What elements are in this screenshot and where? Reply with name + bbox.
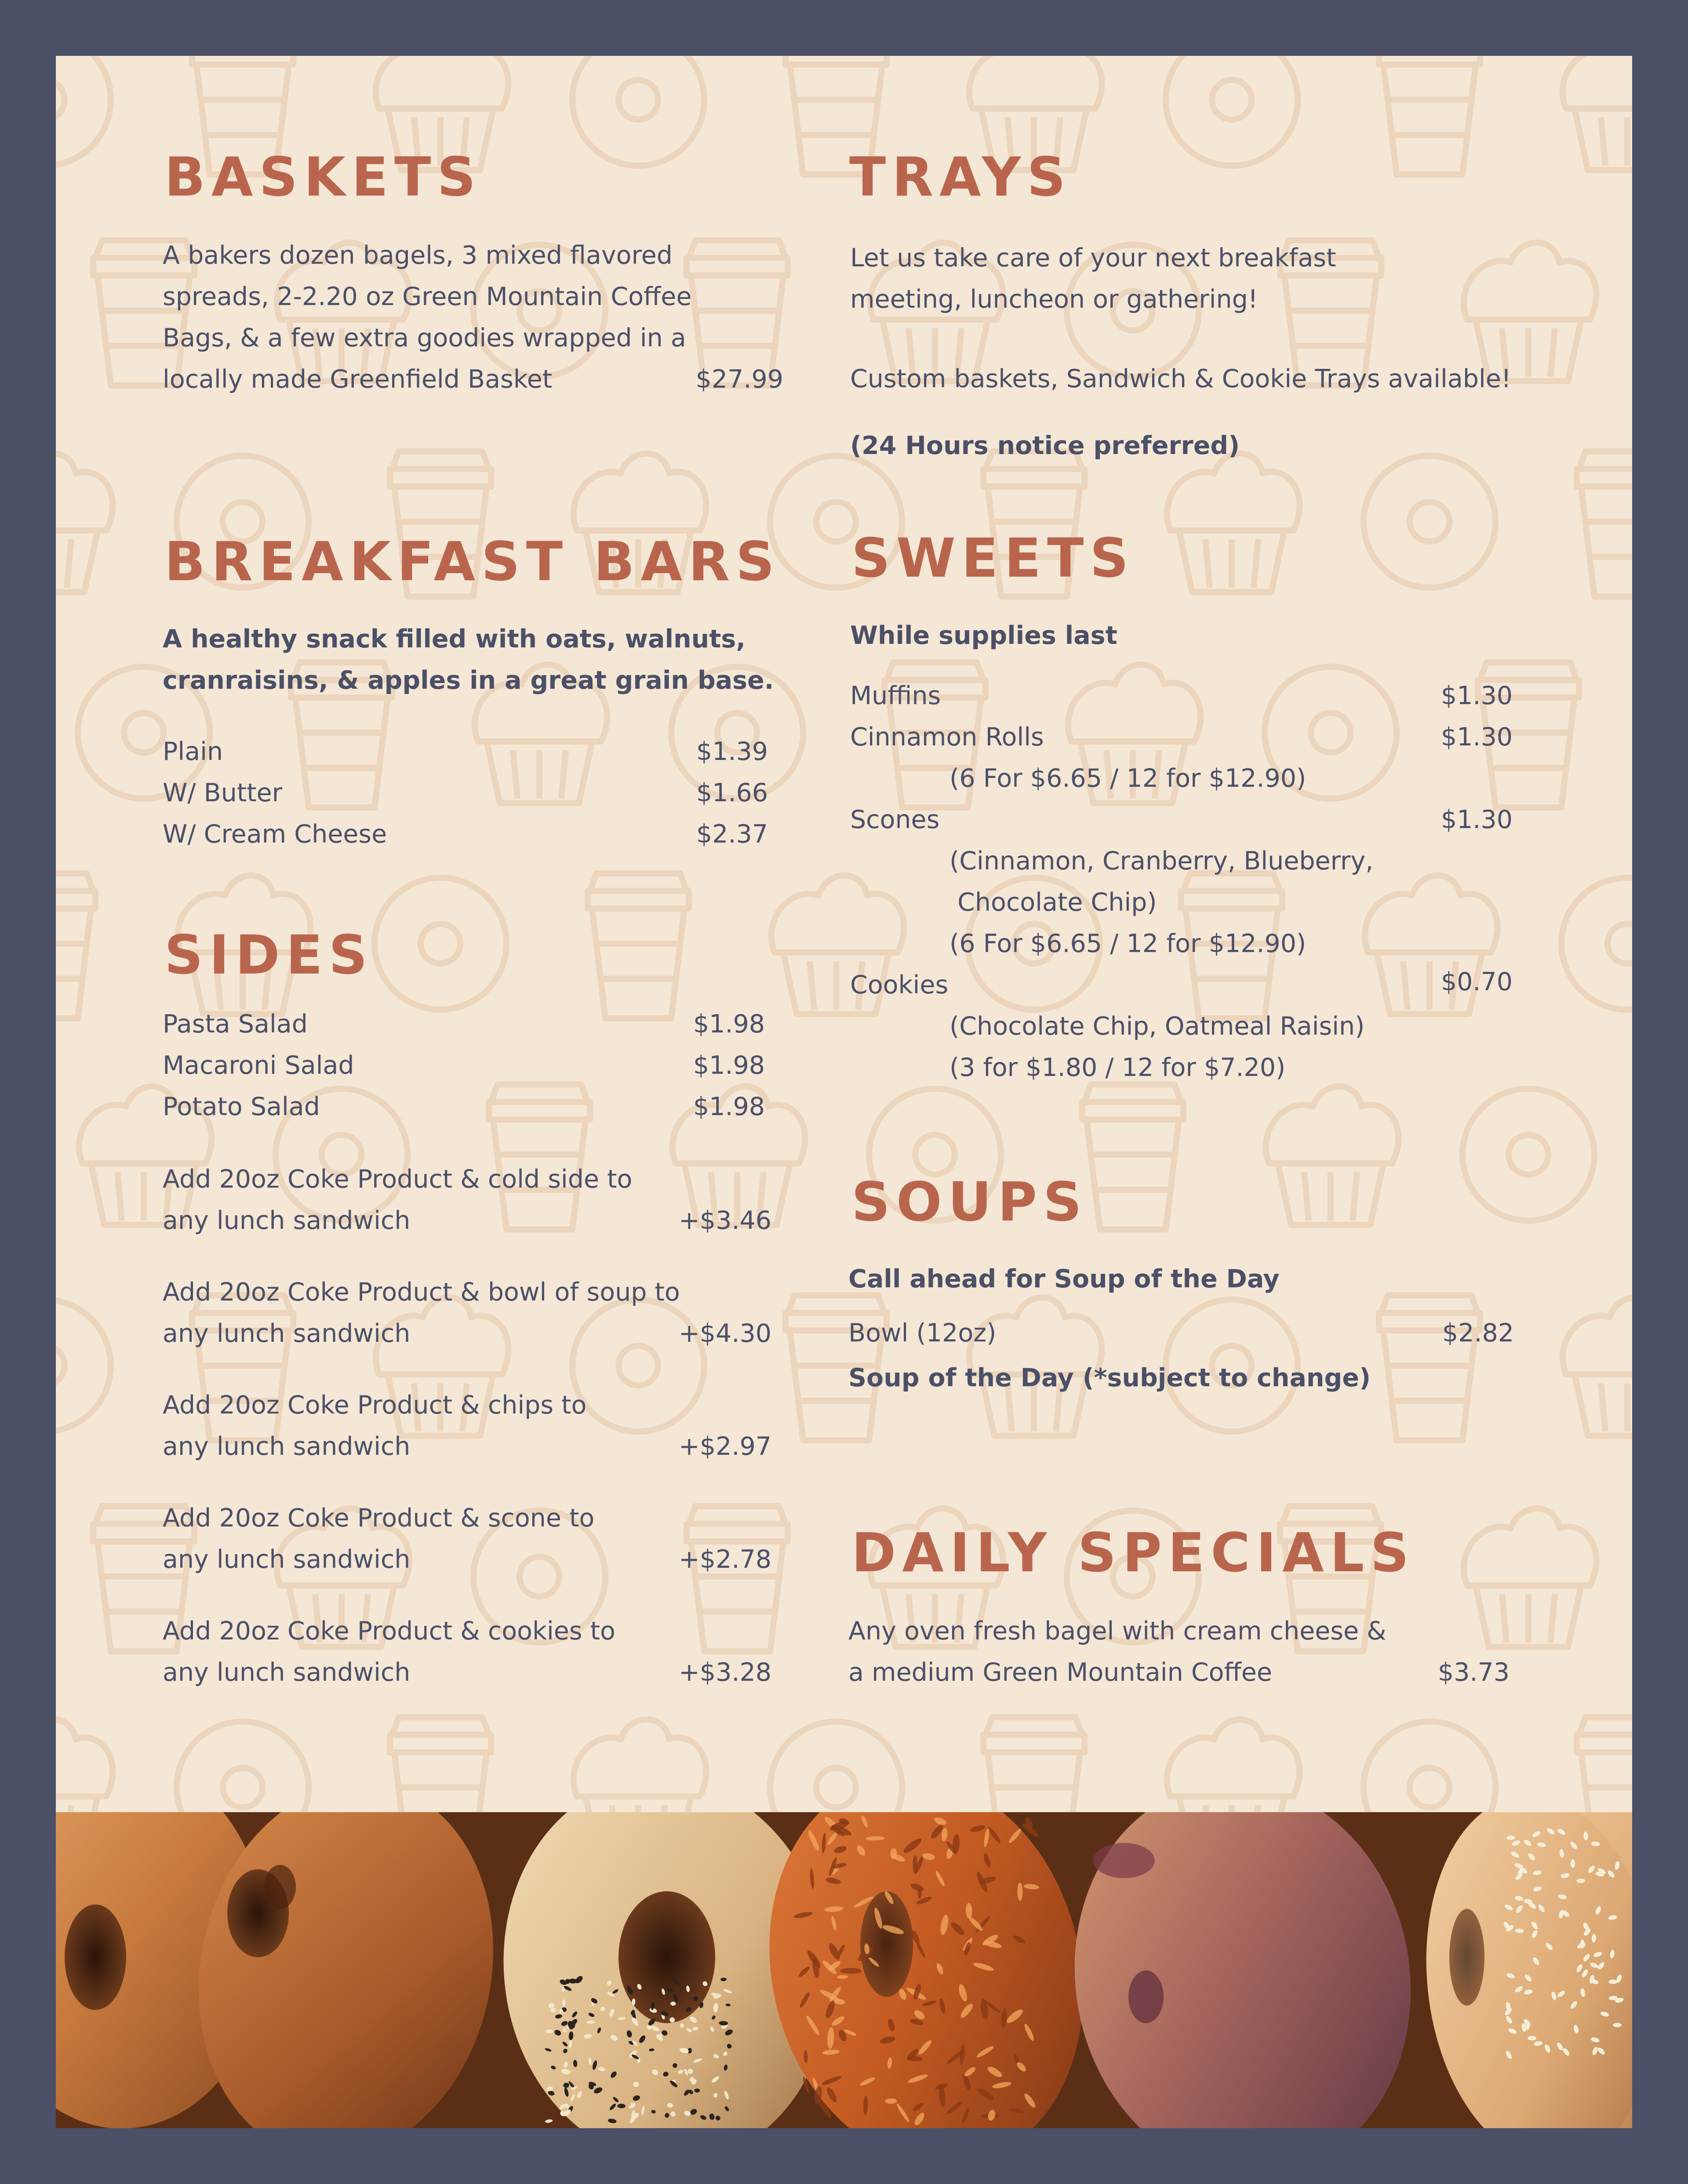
soup-bowl-name: Bowl (12oz) bbox=[848, 1319, 997, 1348]
trays-intro-2: meeting, luncheon or gathering! bbox=[850, 285, 1258, 314]
sweet-item-detail: (3 for $1.80 / 12 for $7.20) bbox=[950, 1053, 1286, 1082]
bagel-icon bbox=[1364, 456, 1495, 588]
sweet-item-name: Scones bbox=[850, 805, 940, 834]
sweet-item-price: $1.30 bbox=[1441, 805, 1513, 834]
breakfast-bar-item-name: Plain bbox=[163, 737, 223, 766]
addon-line-1: Add 20oz Coke Product & scone to bbox=[163, 1504, 595, 1533]
addon-price: +$4.30 bbox=[679, 1319, 771, 1348]
soup-bowl-price: $2.82 bbox=[1442, 1319, 1514, 1348]
breakfast-bar-item-name: W/ Cream Cheese bbox=[163, 820, 387, 849]
soups-footnote: Soup of the Day (*subject to change) bbox=[848, 1363, 1371, 1392]
bagel-icon bbox=[1462, 1089, 1594, 1221]
breakfast-bars-description-2: cranraisins, & apples in a great grain base. bbox=[163, 666, 774, 695]
sweet-item-price: $1.30 bbox=[1441, 681, 1513, 710]
muffin-icon bbox=[56, 1719, 113, 1812]
bagel-icon bbox=[56, 1300, 111, 1432]
trays-intro-1: Let us take care of your next breakfast bbox=[850, 243, 1336, 273]
addon-line-1: Add 20oz Coke Product & chips to bbox=[163, 1391, 587, 1420]
addon-price: +$2.78 bbox=[679, 1545, 771, 1574]
sweet-item-detail: (Chocolate Chip, Oatmeal Raisin) bbox=[950, 1012, 1365, 1041]
muffin-icon bbox=[1464, 1508, 1597, 1647]
soups-heading: SOUPS bbox=[851, 1171, 1088, 1233]
bagel-icon bbox=[1561, 878, 1632, 1010]
sweet-item-name: Cinnamon Rolls bbox=[850, 723, 1044, 752]
bagel-icon bbox=[56, 56, 111, 166]
side-item-price: $1.98 bbox=[693, 1051, 765, 1080]
sweet-item-price: $1.30 bbox=[1441, 723, 1513, 752]
sweet-item-name: Muffins bbox=[850, 681, 941, 710]
baskets-description-2: spreads, 2-2.20 oz Green Mountain Coffee bbox=[163, 282, 692, 311]
baskets-description-3: Bags, & a few extra goodies wrapped in a bbox=[163, 323, 686, 352]
trays-custom: Custom baskets, Sandwich & Cookie Trays available! bbox=[850, 364, 1511, 393]
coffee-cup-icon bbox=[1082, 1084, 1183, 1229]
breakfast-bar-item-price: $1.66 bbox=[696, 778, 768, 807]
trays-heading: TRAYS bbox=[849, 146, 1072, 208]
coffee-cup-icon bbox=[390, 1717, 491, 1812]
breakfast-bars-heading: BREAKFAST BARS bbox=[164, 531, 781, 593]
sweet-item-detail: (6 For $6.65 / 12 for $12.90) bbox=[950, 764, 1306, 793]
addon-line-2: any lunch sandwich bbox=[163, 1658, 411, 1687]
coffee-cup-icon bbox=[1577, 1717, 1632, 1812]
coffee-cup-icon bbox=[489, 1084, 590, 1229]
muffin-icon bbox=[1563, 1297, 1632, 1436]
sweets-note: While supplies last bbox=[850, 621, 1117, 650]
coffee-cup-icon bbox=[983, 1717, 1084, 1812]
coffee-cup-icon bbox=[1379, 56, 1480, 174]
sweets-heading: SWEETS bbox=[851, 527, 1135, 589]
coffee-cup-icon bbox=[588, 873, 689, 1018]
side-item-price: $1.98 bbox=[693, 1092, 765, 1121]
seed bbox=[586, 2020, 595, 2024]
bagel-icon bbox=[572, 56, 704, 166]
addon-line-1: Add 20oz Coke Product & cold side to bbox=[163, 1165, 633, 1194]
addon-line-2: any lunch sandwich bbox=[163, 1545, 411, 1574]
sesame-seed bbox=[1528, 2036, 1536, 2040]
soups-note: Call ahead for Soup of the Day bbox=[848, 1265, 1280, 1294]
addon-line-1: Add 20oz Coke Product & cookies to bbox=[163, 1617, 615, 1646]
muffin-icon bbox=[1563, 56, 1632, 170]
addon-line-2: any lunch sandwich bbox=[163, 1206, 411, 1235]
daily-specials-description-2: a medium Green Mountain Coffee bbox=[848, 1658, 1272, 1687]
side-item-name: Pasta Salad bbox=[163, 1010, 308, 1039]
coffee-cup-icon bbox=[1577, 451, 1632, 596]
baskets-price: $27.99 bbox=[695, 365, 783, 394]
breakfast-bars-description-1: A healthy snack filled with oats, walnuts, bbox=[163, 625, 746, 654]
daily-specials-price: $3.73 bbox=[1437, 1658, 1510, 1687]
sweet-item-price: $0.70 bbox=[1441, 967, 1513, 996]
sweet-item-name: Cookies bbox=[850, 970, 949, 999]
addon-price: +$3.46 bbox=[679, 1206, 771, 1235]
addon-line-2: any lunch sandwich bbox=[163, 1432, 411, 1461]
baskets-description-1: A bakers dozen bagels, 3 mixed flavored bbox=[163, 241, 673, 270]
side-item-name: Potato Salad bbox=[163, 1092, 320, 1121]
addon-price: +$3.28 bbox=[679, 1658, 771, 1687]
breakfast-bar-item-price: $1.39 bbox=[696, 737, 768, 766]
daily-specials-heading: DAILY SPECIALS bbox=[851, 1522, 1415, 1584]
muffin-icon bbox=[56, 454, 113, 592]
addon-line-1: Add 20oz Coke Product & bowl of soup to bbox=[163, 1278, 680, 1307]
baskets-heading: BASKETS bbox=[164, 146, 482, 208]
trays-notice: (24 Hours notice preferred) bbox=[850, 431, 1240, 460]
sweet-item-detail: (Cinnamon, Cranberry, Blueberry, bbox=[950, 847, 1374, 876]
bagel-photo bbox=[56, 1812, 1632, 2128]
coffee-cup-icon bbox=[56, 873, 95, 1018]
bagel-icon bbox=[770, 1722, 902, 1812]
muffin-icon bbox=[1266, 1087, 1399, 1225]
cheese-fleck bbox=[885, 2098, 897, 2104]
bagel-icon bbox=[177, 1722, 309, 1812]
muffin-icon bbox=[1167, 1719, 1300, 1812]
bagel-icon bbox=[375, 878, 506, 1010]
muffin-icon bbox=[574, 1719, 706, 1812]
side-item-name: Macaroni Salad bbox=[163, 1051, 354, 1080]
sweet-item-detail: Chocolate Chip) bbox=[950, 888, 1157, 917]
daily-specials-description-1: Any oven fresh bagel with cream cheese & bbox=[848, 1617, 1386, 1646]
breakfast-bar-item-price: $2.37 bbox=[696, 820, 768, 849]
bagel-icon bbox=[1364, 1722, 1495, 1812]
sides-heading: SIDES bbox=[164, 924, 374, 986]
breakfast-bar-item-name: W/ Butter bbox=[163, 778, 283, 807]
addon-line-2: any lunch sandwich bbox=[163, 1319, 411, 1348]
sweet-item-detail: (6 For $6.65 / 12 for $12.90) bbox=[950, 929, 1306, 958]
bagel-icon bbox=[1166, 56, 1298, 166]
muffin-icon bbox=[1167, 454, 1300, 592]
menu-panel bbox=[56, 56, 1632, 2128]
side-item-price: $1.98 bbox=[693, 1010, 765, 1039]
baskets-description-4: locally made Greenfield Basket bbox=[163, 365, 553, 394]
addon-price: +$2.97 bbox=[679, 1432, 771, 1461]
